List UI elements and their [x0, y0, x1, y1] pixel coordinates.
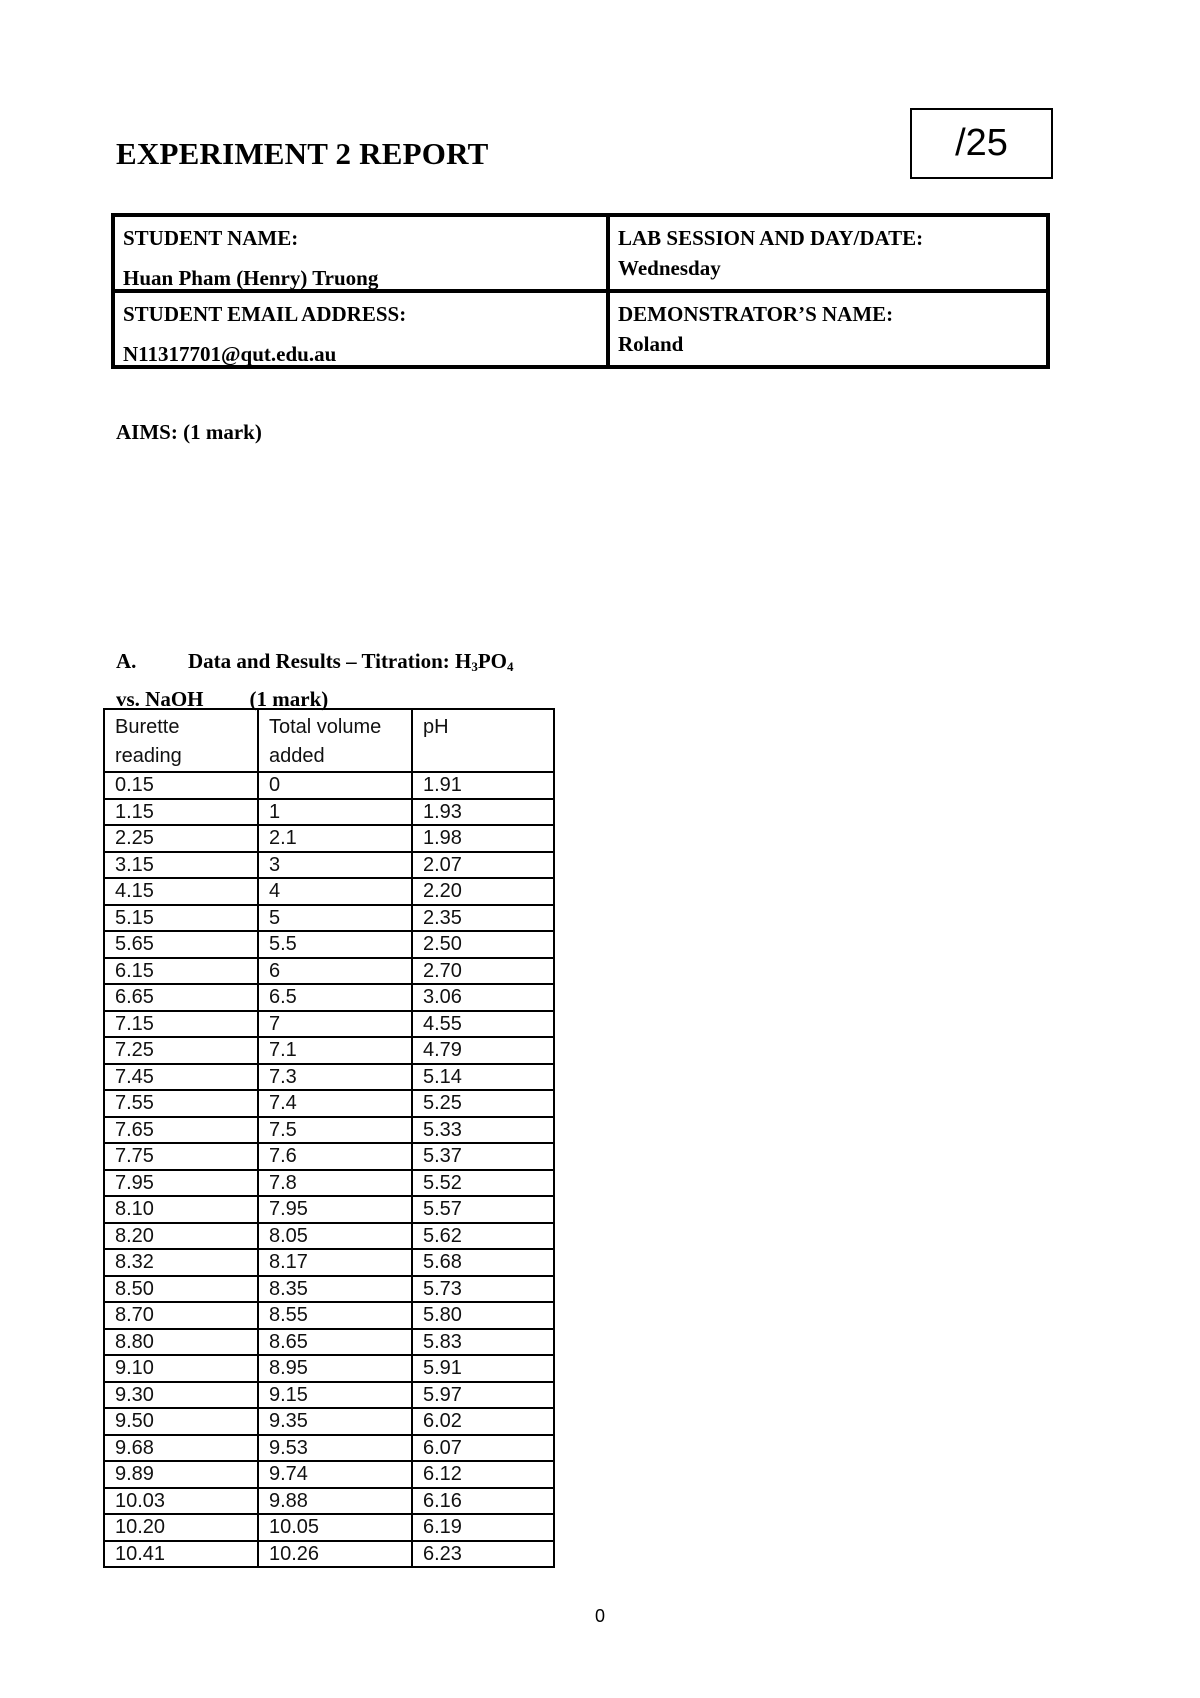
demonstrator-label: DEMONSTRATOR’S NAME: [618, 302, 894, 326]
cell-total-volume: 1 [258, 799, 412, 826]
cell-total-volume: 8.35 [258, 1276, 412, 1303]
cell-total-volume: 8.95 [258, 1355, 412, 1382]
cell-burette-reading: 6.15 [104, 958, 258, 985]
table-row [104, 958, 554, 985]
cell-ph: 1.91 [412, 772, 554, 799]
table-row [104, 1037, 554, 1064]
page-number: 0 [594, 1606, 605, 1626]
section-letter: A. [116, 649, 137, 673]
table-row [104, 1090, 554, 1117]
table-row [104, 1223, 554, 1250]
cell-burette-reading: 9.68 [104, 1435, 258, 1462]
section-heading-text: Data and Results – Titration: H [188, 649, 472, 673]
table-row [104, 1514, 554, 1541]
cell-total-volume: 9.15 [258, 1382, 412, 1409]
cell-ph: 6.16 [412, 1488, 554, 1515]
table-row [104, 1143, 554, 1170]
cell-total-volume: 9.35 [258, 1408, 412, 1435]
cell-total-volume: 9.74 [258, 1461, 412, 1488]
cell-ph: 2.50 [412, 931, 554, 958]
cell-total-volume: 2.1 [258, 825, 412, 852]
cell-burette-reading: 7.95 [104, 1170, 258, 1197]
cell-burette-reading: 7.15 [104, 1011, 258, 1038]
table-row [104, 1435, 554, 1462]
table-row [104, 1408, 554, 1435]
cell-total-volume: 3 [258, 852, 412, 879]
cell-burette-reading: 8.20 [104, 1223, 258, 1250]
cell-burette-reading: 2.25 [104, 825, 258, 852]
cell-total-volume: 7.1 [258, 1037, 412, 1064]
titration-data-table [103, 708, 555, 1568]
cell-ph: 6.07 [412, 1435, 554, 1462]
table-row [104, 984, 554, 1011]
table-row [104, 1170, 554, 1197]
cell-burette-reading: 8.80 [104, 1329, 258, 1356]
cell-burette-reading: 8.50 [104, 1276, 258, 1303]
table-row [104, 1382, 554, 1409]
cell-burette-reading: 5.15 [104, 905, 258, 932]
cell-burette-reading: 7.45 [104, 1064, 258, 1091]
student-name-label: STUDENT NAME: [123, 226, 299, 250]
cell-ph: 1.93 [412, 799, 554, 826]
student-name-value: Huan Pham (Henry) Truong [123, 266, 379, 290]
table-row [104, 1117, 554, 1144]
table-row [104, 1355, 554, 1382]
cell-burette-reading: 3.15 [104, 852, 258, 879]
cell-total-volume: 7 [258, 1011, 412, 1038]
cell-total-volume: 7.5 [258, 1117, 412, 1144]
student-email-value: N11317701@qut.edu.au [123, 342, 337, 366]
cell-burette-reading: 9.50 [104, 1408, 258, 1435]
student-name-cell [113, 215, 608, 291]
cell-total-volume: 8.17 [258, 1249, 412, 1276]
cell-total-volume: 8.05 [258, 1223, 412, 1250]
cell-total-volume: 5 [258, 905, 412, 932]
demonstrator-cell [608, 291, 1048, 367]
cell-total-volume: 10.05 [258, 1514, 412, 1541]
info-row [113, 215, 1048, 291]
demonstrator-value: Roland [618, 332, 684, 356]
cell-total-volume: 9.88 [258, 1488, 412, 1515]
cell-burette-reading: 8.32 [104, 1249, 258, 1276]
cell-ph: 5.37 [412, 1143, 554, 1170]
table-header-row [104, 709, 554, 772]
cell-burette-reading: 9.89 [104, 1461, 258, 1488]
cell-total-volume: 7.4 [258, 1090, 412, 1117]
cell-ph: 2.35 [412, 905, 554, 932]
cell-burette-reading: 0.15 [104, 772, 258, 799]
cell-total-volume: 8.65 [258, 1329, 412, 1356]
table-row [104, 1488, 554, 1515]
section-heading-line2: vs. NaOH [116, 687, 204, 711]
cell-ph: 5.25 [412, 1090, 554, 1117]
table-row [104, 1329, 554, 1356]
cell-burette-reading: 7.75 [104, 1143, 258, 1170]
cell-ph: 6.12 [412, 1461, 554, 1488]
cell-ph: 2.20 [412, 878, 554, 905]
cell-burette-reading: 5.65 [104, 931, 258, 958]
aims-heading: AIMS: (1 mark) [116, 420, 262, 444]
column-header-ph: pH [412, 709, 554, 772]
cell-ph: 2.07 [412, 852, 554, 879]
table-row [104, 799, 554, 826]
cell-burette-reading: 1.15 [104, 799, 258, 826]
table-row [104, 1541, 554, 1568]
cell-burette-reading: 7.25 [104, 1037, 258, 1064]
cell-burette-reading: 9.10 [104, 1355, 258, 1382]
table-row [104, 1011, 554, 1038]
cell-burette-reading: 6.65 [104, 984, 258, 1011]
cell-burette-reading: 8.10 [104, 1196, 258, 1223]
cell-ph: 5.57 [412, 1196, 554, 1223]
cell-total-volume: 7.8 [258, 1170, 412, 1197]
student-info-table [111, 213, 1050, 369]
cell-burette-reading: 9.30 [104, 1382, 258, 1409]
cell-total-volume: 8.55 [258, 1302, 412, 1329]
lab-session-cell [608, 215, 1048, 291]
cell-total-volume: 7.3 [258, 1064, 412, 1091]
cell-ph: 6.19 [412, 1514, 554, 1541]
table-row [104, 878, 554, 905]
student-email-label: STUDENT EMAIL ADDRESS: [123, 302, 407, 326]
cell-total-volume: 7.6 [258, 1143, 412, 1170]
cell-total-volume: 4 [258, 878, 412, 905]
column-header-total-volume: Total volume added [258, 709, 412, 772]
table-row [104, 1276, 554, 1303]
info-row [113, 291, 1048, 367]
score-box: /25 [910, 108, 1053, 179]
cell-ph: 5.62 [412, 1223, 554, 1250]
column-header-burette: Burette reading [104, 709, 258, 772]
table-row [104, 1249, 554, 1276]
table-row [104, 825, 554, 852]
table-row [104, 1064, 554, 1091]
table-row [104, 905, 554, 932]
cell-ph: 2.70 [412, 958, 554, 985]
cell-total-volume: 6.5 [258, 984, 412, 1011]
formula-subscript: 3 [471, 659, 478, 674]
cell-total-volume: 5.5 [258, 931, 412, 958]
lab-session-value: Wednesday [618, 256, 721, 280]
cell-ph: 5.91 [412, 1355, 554, 1382]
cell-ph: 5.68 [412, 1249, 554, 1276]
cell-total-volume: 7.95 [258, 1196, 412, 1223]
formula-subscript: 4 [507, 659, 514, 674]
formula-part: PO [477, 649, 508, 673]
cell-ph: 6.23 [412, 1541, 554, 1568]
cell-burette-reading: 10.03 [104, 1488, 258, 1515]
cell-ph: 5.97 [412, 1382, 554, 1409]
table-row [104, 1302, 554, 1329]
cell-burette-reading: 8.70 [104, 1302, 258, 1329]
lab-session-label: LAB SESSION AND DAY/DATE: [618, 226, 924, 250]
cell-ph: 5.73 [412, 1276, 554, 1303]
report-title: EXPERIMENT 2 REPORT [116, 136, 489, 171]
table-row [104, 1196, 554, 1223]
cell-total-volume: 0 [258, 772, 412, 799]
student-email-cell [113, 291, 608, 367]
cell-ph: 5.33 [412, 1117, 554, 1144]
cell-total-volume: 9.53 [258, 1435, 412, 1462]
cell-ph: 5.83 [412, 1329, 554, 1356]
section-a-heading [116, 645, 514, 715]
cell-ph: 5.14 [412, 1064, 554, 1091]
table-row [104, 1461, 554, 1488]
cell-ph: 3.06 [412, 984, 554, 1011]
cell-total-volume: 10.26 [258, 1541, 412, 1568]
cell-ph: 4.79 [412, 1037, 554, 1064]
table-row [104, 772, 554, 799]
cell-burette-reading: 7.65 [104, 1117, 258, 1144]
cell-ph: 5.80 [412, 1302, 554, 1329]
cell-ph: 6.02 [412, 1408, 554, 1435]
cell-burette-reading: 7.55 [104, 1090, 258, 1117]
cell-burette-reading: 10.20 [104, 1514, 258, 1541]
cell-ph: 1.98 [412, 825, 554, 852]
table-row [104, 931, 554, 958]
section-mark: (1 mark) [249, 687, 329, 711]
table-row [104, 852, 554, 879]
cell-burette-reading: 4.15 [104, 878, 258, 905]
cell-burette-reading: 10.41 [104, 1541, 258, 1568]
cell-ph: 5.52 [412, 1170, 554, 1197]
cell-total-volume: 6 [258, 958, 412, 985]
cell-ph: 4.55 [412, 1011, 554, 1038]
